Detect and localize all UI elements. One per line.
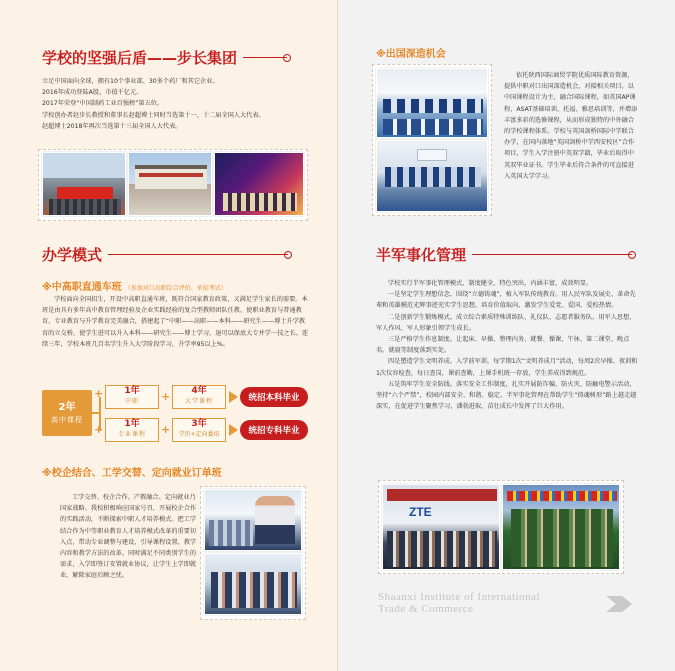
military-drill-photo bbox=[502, 484, 620, 570]
red-banner bbox=[57, 187, 113, 199]
flow-top-box-2-course: 大学课程 bbox=[184, 398, 213, 405]
flow-top-box-2-years: 4年 bbox=[191, 386, 207, 396]
classroom-photo-1 bbox=[204, 489, 302, 551]
military-para-6: 五是筑牢学生安全防线。落实安全工作制度，扎实开展防诈骗、防火灾、防触电警示活动，坚持“六个严禁”，校园内部安全、和谐、稳定。半军事化管理在帮助学生“铸魂树形”路上越走越深实，在促进学生聚焦学习、潘勃进取、苗壮成长中发挥了巨大作用。 bbox=[376, 380, 637, 411]
computer-row bbox=[383, 99, 483, 113]
sub-title-direct-class bbox=[42, 278, 227, 293]
flow-top-box-1-course: 中职 bbox=[124, 398, 139, 405]
group-line-4: 学校创办者赵步长教授和董事长赵超博士同时当选第十一、十二届全国人大代表。 bbox=[42, 111, 265, 119]
group-line-1: 立足中国面向全球，拥有10个事业部、30多个药厂和其它企业。 bbox=[42, 78, 219, 85]
section-title-group bbox=[42, 47, 287, 68]
title-decor-line-3 bbox=[472, 254, 632, 256]
performers bbox=[223, 193, 297, 211]
group-line-3: 2017年荣登“中国制药工业百强榜”第五位。 bbox=[42, 100, 164, 108]
building-sign bbox=[139, 173, 203, 177]
abroad-title: ※出国深造机会 bbox=[376, 49, 446, 60]
flow-start-box bbox=[42, 390, 92, 436]
order-class-description bbox=[60, 492, 200, 582]
military-para-1: 学校实行半军事化管理模式，制度健全，特色突出，内涵丰富，成效明显。 bbox=[388, 280, 593, 287]
flow-bottom-box-2 bbox=[172, 418, 226, 442]
visit-banner bbox=[387, 489, 497, 501]
visitors-group bbox=[387, 531, 497, 567]
military-description bbox=[376, 278, 638, 412]
abroad-classroom-photo bbox=[376, 68, 488, 138]
abroad-description bbox=[504, 70, 638, 182]
order-class-text: 工学交替、校企合作、产教融合、定向就业乃国家战略。我校积极响应国家号召，开展校企合作的实践活动，不断探索中职人才培养模式。把工学结合作为中等职业教育人才培养模式改革的重要切入点，带动专业调整与建设，引导课程设置、教学内容和教学方法的改革。同时满足不同类别学生的需求，入学即签订安置就业协议，让学生上学即就业，解除家庭后顾之忧。 bbox=[60, 494, 197, 580]
military-para-3: 二是创新学生锻炼模式。成立综合素质特殊训练队、礼仪队、志愿者服务队，用军人思想、军人作风、军人形象引领学生成长。 bbox=[376, 313, 636, 332]
section-title-model bbox=[42, 244, 288, 265]
title-decor-line bbox=[243, 57, 287, 59]
school-watermark bbox=[378, 591, 540, 615]
flow-bottom-box-1-course: 专业课程 bbox=[117, 431, 146, 438]
people-row bbox=[49, 199, 121, 215]
group-title-text: 学校的坚强后盾——步长集团 bbox=[42, 49, 238, 67]
flow-arrow-bottom bbox=[229, 424, 238, 436]
direct-class-title: ※中高职直通车班 bbox=[42, 282, 122, 293]
direct-class-note: （参加对口高职综合评价、单招考试） bbox=[124, 285, 227, 292]
group-line-5: 赵超博士2018年再次当选第十三届全国人大代表。 bbox=[42, 122, 182, 130]
flow-bottom-box-2-years: 3年 bbox=[191, 419, 207, 429]
classroom-photo-2 bbox=[204, 553, 302, 615]
flow-start-years: 2年 bbox=[58, 402, 76, 413]
flow-plus-4: + bbox=[161, 423, 171, 436]
flow-plus-1: + bbox=[94, 387, 104, 400]
student-figure bbox=[255, 496, 295, 544]
sub-title-order-class bbox=[42, 464, 222, 479]
flow-plus-2: + bbox=[94, 423, 104, 436]
direct-class-description bbox=[42, 294, 310, 350]
military-para-2: 一是坚定学生理想信念。围绕“立德铸魂”，植入军队传统教育。用人民军队发展史、革命先辈和英雄模范光辉事迹充实学生思想，培育价值取向，激发学生爱党、爱国、爱校热情。 bbox=[376, 291, 636, 310]
zte-logo-text: ZTE bbox=[409, 505, 432, 519]
building-shape bbox=[135, 165, 207, 189]
lab-desks bbox=[385, 167, 481, 187]
watermark-line-2: Trade & Commerce bbox=[378, 603, 474, 615]
watermark-line-1: Shaanxi Institute of International bbox=[378, 591, 541, 603]
flow-bottom-box-1 bbox=[105, 418, 159, 442]
group-description bbox=[42, 76, 327, 132]
model-title-text: 办学模式 bbox=[42, 246, 103, 264]
soldiers-formation bbox=[511, 509, 613, 567]
order-class-title: ※校企结合、工学交替、定向就业订单班 bbox=[42, 468, 222, 479]
flow-start-course: 高中课程 bbox=[51, 416, 83, 424]
title-decor-line-2 bbox=[108, 254, 288, 256]
abroad-text: 依托陕西国际商贸学院优质国际教育资源，提供中职对口出国深造机会，对接相关项目。以中国课程设计为主，融合国际课程，如英国AP课程、ASAT基础培训、托福、雅思培训等，并增添丰富多彩的选修课程，从而形成独特的中外融合的学校课程体系。学校与英国剑桥国际中学联合办学，在国内落地“英国剑桥中学西安校区”合作项目，学生入学注册中英双学籍，毕业后取得中英双毕业证书。学生毕业后符合条件的可直接进入英国大学学习。 bbox=[504, 72, 638, 180]
section-title-military bbox=[376, 244, 632, 265]
chevron-arrow-icon bbox=[606, 596, 632, 612]
sub-title-abroad bbox=[376, 45, 446, 60]
visit-photo bbox=[382, 484, 500, 570]
flow-top-box-1 bbox=[105, 385, 159, 409]
flow-arrow-top bbox=[229, 391, 238, 403]
military-para-4: 三是严格学生作息制度。让起床、早操、整理内务、就餐、操课、午休、第二课堂、晚点名、就寝等制度落到实处。 bbox=[376, 336, 630, 355]
flow-top-result: 统招本科毕业 bbox=[240, 387, 308, 407]
flags-row bbox=[507, 491, 617, 501]
flow-bottom-result: 统招专科毕业 bbox=[240, 420, 308, 440]
military-title-text: 半军事化管理 bbox=[376, 246, 467, 264]
group-photo-1 bbox=[42, 152, 126, 216]
flow-plus-3: + bbox=[161, 390, 171, 403]
direct-class-text: 学校面向全国招生，开设中高职直通车班，既符合国家教育政策，又满足学生家长的需要。本班是由具有多年高中教育管理经验及企业实践经验的复合型教师团队任教，使职业教育与普通教育、专业教育与升学教育完美融合，搭建起了“中职——高职——本科——研究生——博士升学教育的立交桥，使学生进可以升入本科——研究生——博士学习，退可以保底大专并学一技之长。连续三年，学校本班几百名学生升入大学阶段学习，升学率95以上%。 bbox=[42, 296, 309, 348]
stage-photo bbox=[214, 152, 304, 216]
flow-top-box-1-years: 1年 bbox=[124, 386, 140, 396]
students-group bbox=[211, 572, 297, 608]
flow-top-box-2 bbox=[172, 385, 226, 409]
desk-row bbox=[383, 119, 483, 135]
military-para-5: 四是塑造学生文明养成。入学前军训，每学期1次“文明养成月”活动，每周2次早操、夜训和1次仪容检查，每日查岗，课前查勤，上课手机统一存放，学生养成得到规范。 bbox=[376, 358, 638, 377]
lab-photo bbox=[376, 140, 488, 212]
group-line-2: 2016年成功登陆A股，市值千亿元。 bbox=[42, 89, 143, 97]
flow-bottom-box-2-course: 学历+定向委培 bbox=[178, 431, 220, 438]
building-photo bbox=[128, 152, 212, 216]
students-row bbox=[209, 520, 253, 546]
right-panel bbox=[338, 0, 675, 671]
flow-bottom-box-1-years: 1年 bbox=[124, 419, 140, 429]
lab-board bbox=[417, 149, 447, 161]
